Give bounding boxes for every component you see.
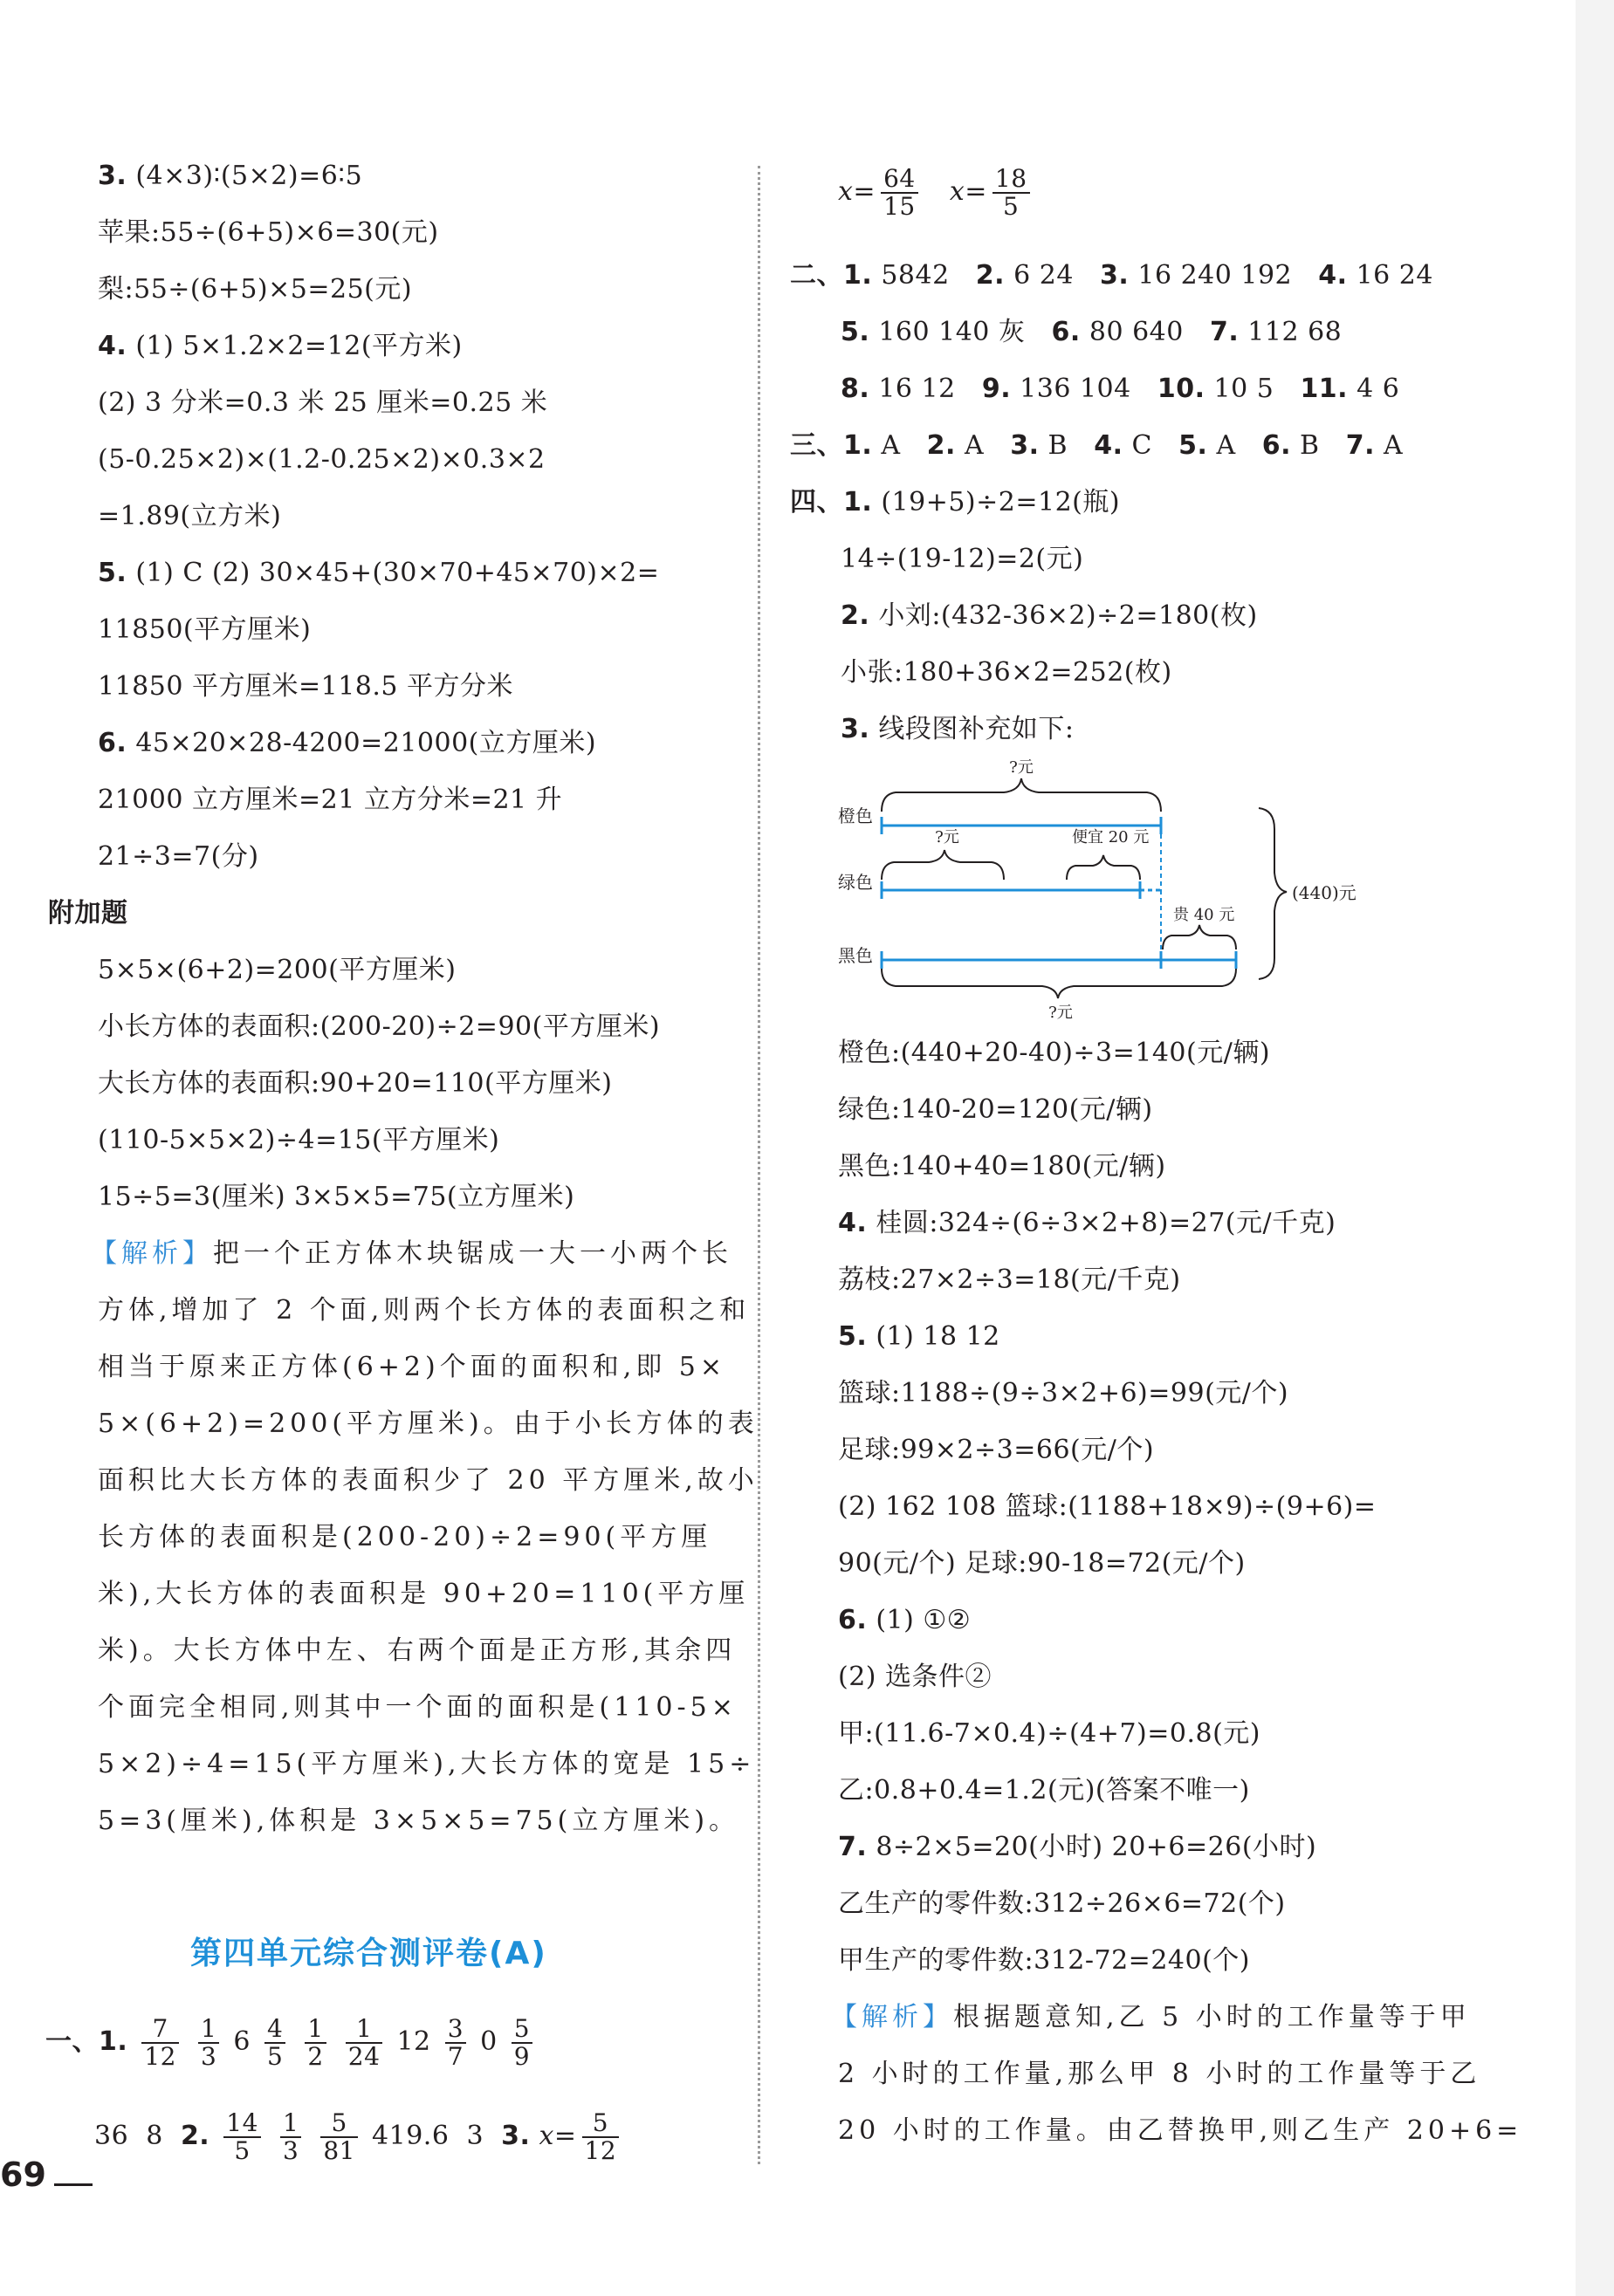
brace-cheaper bbox=[1067, 855, 1140, 880]
analysis-line-9: 个面完全相同,则其中一个面的面积是(110-5× bbox=[98, 1692, 738, 1723]
sec4-q4-line-1: 4. 桂圆:324÷(6÷3×2+8)=27(元/千克) bbox=[838, 1208, 1336, 1238]
extra-line-2: 小长方体的表面积:(200-20)÷2=90(平方厘米) bbox=[98, 1011, 661, 1042]
extra-line-1: 5×5×(6+2)=200(平方厘米) bbox=[98, 955, 457, 985]
fraction: $\frac{1}{2}$ bbox=[305, 2016, 326, 2070]
label-orange-unknown: ?元 bbox=[1009, 758, 1034, 777]
sec4-q5-line-5: 90(元/个) 足球:90-18=72(元/个) bbox=[838, 1548, 1246, 1579]
fraction: $\frac{1}{3}$ bbox=[198, 2016, 219, 2070]
sec3-line: 三、1. A 2. A 3. B 4. C 5. A 6. B 7. A bbox=[790, 430, 1404, 461]
label-more: 贵 40 元 bbox=[1173, 906, 1235, 924]
q6-line-3: 21÷3=7(分) bbox=[98, 841, 259, 872]
q4-line-1: 4. (1) 5×1.2×2=12(平方米) bbox=[98, 331, 463, 361]
label-total: (440)元 bbox=[1292, 882, 1356, 903]
q6-line-2: 21000 立方厘米=21 立方分米=21 升 bbox=[98, 785, 563, 815]
fraction: $\frac{5}{12}$ bbox=[582, 2110, 620, 2164]
x-solutions: x= $\frac{64}{15}$ x= $\frac{18}{5}$ bbox=[838, 157, 1035, 227]
q6-line-1: 6. 45×20×28-4200=21000(立方厘米) bbox=[98, 728, 597, 758]
sec4-q3-line-1: 橙色:(440+20-40)÷3=140(元/辆) bbox=[838, 1038, 1271, 1068]
page-number-rule bbox=[54, 2183, 93, 2186]
extra-question-title: 附加题 bbox=[48, 898, 128, 929]
fraction: $\frac{7}{12}$ bbox=[141, 2016, 179, 2070]
fraction: $\frac{1}{24}$ bbox=[346, 2016, 383, 2070]
label-black-unknown: ?元 bbox=[1048, 1004, 1073, 1022]
unit-title: 第四单元综合测评卷(A) bbox=[190, 1936, 547, 1971]
sec4-q5-line-2: 篮球:1188÷(9÷3×2+6)=99(元/个) bbox=[838, 1378, 1289, 1408]
sec1-line-2: 36 8 2. $\frac{14}{5}$ $\frac{1}{3}$ $\frac{5}{81}$ 419.6 3 3. x= $\frac{5}{12}$ bbox=[94, 2101, 624, 2171]
sec4-q7-line-2: 乙生产的零件数:312÷26×6=72(个) bbox=[838, 1888, 1286, 1919]
fraction: $\frac{64}{15}$ bbox=[881, 166, 918, 220]
sec4-q4-line-2: 荔枝:27×2÷3=18(元/千克) bbox=[838, 1265, 1181, 1295]
fraction: $\frac{5}{81}$ bbox=[320, 2110, 358, 2164]
brace-green bbox=[882, 850, 1004, 880]
brace-black-bottom bbox=[882, 969, 1236, 998]
fraction: $\frac{5}{9}$ bbox=[512, 2016, 532, 2070]
q5-line-2: 11850(平方厘米) bbox=[98, 614, 312, 645]
brace-total bbox=[1259, 808, 1287, 979]
fraction: $\frac{14}{5}$ bbox=[223, 2110, 261, 2164]
label-green-unknown: ?元 bbox=[935, 828, 959, 846]
q5-line-3: 11850 平方厘米=118.5 平方分米 bbox=[98, 671, 514, 702]
q3-line-1: 3. (4×3)∶(5×2)=6∶5 bbox=[98, 161, 363, 191]
label-orange: 橙色 bbox=[838, 805, 873, 826]
analysis-tag: 【解析】 bbox=[91, 1238, 213, 1269]
analysis-line-7: 米),大长方体的表面积是 90+20=110(平方厘 bbox=[98, 1579, 750, 1609]
analysis-line-10: 5×2)÷4=15(平方厘米),大长方体的宽是 15÷ bbox=[98, 1749, 756, 1779]
analysis-line-5: 面积比大长方体的表面积少了 20 平方厘米,故小 bbox=[98, 1465, 759, 1496]
label-green: 绿色 bbox=[838, 872, 873, 893]
sec4-q6-line-2: (2) 选条件② bbox=[838, 1662, 992, 1692]
sec2-line-3: 8. 16 12 9. 136 104 10. 10 5 11. 4 6 bbox=[841, 374, 1400, 404]
sec4-q2-line-1: 2. 小刘:(432-36×2)÷2=180(枚) bbox=[841, 600, 1258, 631]
analysis-line-6: 长方体的表面积是(200-20)÷2=90(平方厘 bbox=[98, 1522, 712, 1552]
column-divider bbox=[758, 166, 760, 2164]
right-analysis-line-2: 2 小时的工作量,那么甲 8 小时的工作量等于乙 bbox=[838, 2059, 1481, 2089]
page-number: 69 bbox=[0, 2155, 46, 2194]
analysis-line-3: 相当于原来正方体(6+2)个面的面积和,即 5× bbox=[98, 1352, 727, 1382]
fraction: $\frac{1}{3}$ bbox=[280, 2110, 301, 2164]
sec4-q6-line-4: 乙:0.8+0.4=1.2(元)(答案不唯一) bbox=[838, 1775, 1250, 1806]
extra-line-3: 大长方体的表面积:90+20=110(平方厘米) bbox=[98, 1068, 613, 1099]
right-analysis-line-1: 【解析】根据题意知,乙 5 小时的工作量等于甲 bbox=[831, 2002, 1471, 2032]
page-edge bbox=[1576, 0, 1614, 2296]
sec4-q3-line-3: 黑色:140+40=180(元/辆) bbox=[838, 1151, 1166, 1182]
q4-line-4: =1.89(立方米) bbox=[98, 501, 282, 531]
sec4-q3-line-2: 绿色:140-20=120(元/辆) bbox=[838, 1094, 1153, 1125]
sec4-q2-line-2: 小张:180+36×2=252(枚) bbox=[841, 657, 1172, 688]
sec2-line-2: 5. 160 140 灰 6. 80 640 7. 112 68 bbox=[841, 317, 1343, 347]
fraction: $\frac{4}{5}$ bbox=[264, 2016, 285, 2070]
sec4-q5-line-4: (2) 162 108 篮球:(1188+18×9)÷(9+6)= bbox=[838, 1491, 1377, 1522]
q3-line-2: 苹果:55÷(6+5)×6=30(元) bbox=[98, 217, 439, 248]
brace-orange-top bbox=[882, 778, 1161, 812]
q3-line-3: 梨:55÷(6+5)×5=25(元) bbox=[98, 274, 413, 305]
sec4-q3-intro: 3. 线段图补充如下: bbox=[841, 714, 1075, 744]
sec4-q5-line-1: 5. (1) 18 12 bbox=[838, 1321, 1000, 1352]
fraction: $\frac{18}{5}$ bbox=[992, 166, 1030, 220]
analysis-line-1: 【解析】把一个正方体木块锯成一大一小两个长 bbox=[91, 1238, 732, 1269]
right-analysis-line-3: 20 小时的工作量。由乙替换甲,则乙生产 20+6= bbox=[838, 2115, 1523, 2146]
sec4-q7-line-3: 甲生产的零件数:312-72=240(个) bbox=[838, 1945, 1250, 1976]
sec4-q6-line-3: 甲:(11.6-7×0.4)÷(4+7)=0.8(元) bbox=[838, 1718, 1260, 1749]
sec4-q1-line-1: 四、1. (19+5)÷2=12(瓶) bbox=[790, 487, 1121, 517]
analysis-line-2: 方体,增加了 2 个面,则两个长方体的表面积之和 bbox=[98, 1295, 751, 1326]
brace-more bbox=[1163, 925, 1236, 949]
sec1-line-1: 一、1. $\frac{7}{12}$ $\frac{1}{3}$ 6 $\frac{4}{5}$ $\frac{1}{2}$ $\frac{1}{24}$ 12 $\frac{3}{7}$ 0 $\frac{5}{9}$ bbox=[45, 2007, 538, 2077]
fraction: $\frac{3}{7}$ bbox=[445, 2016, 466, 2070]
analysis-line-11: 5=3(厘米),体积是 3×5×5=75(立方厘米)。 bbox=[98, 1806, 740, 1836]
sec4-q6-line-1: 6. (1) ①② bbox=[838, 1605, 972, 1635]
sec4-q1-line-2: 14÷(19-12)=2(元) bbox=[841, 544, 1084, 574]
sec4-q5-line-3: 足球:99×2÷3=66(元/个) bbox=[838, 1435, 1155, 1465]
label-cheaper: 便宜 20 元 bbox=[1072, 828, 1150, 846]
extra-line-5: 15÷5=3(厘米) 3×5×5=75(立方厘米) bbox=[98, 1182, 575, 1212]
analysis-tag: 【解析】 bbox=[831, 2002, 953, 2032]
extra-line-4: (110-5×5×2)÷4=15(平方厘米) bbox=[98, 1125, 500, 1155]
analysis-line-4: 5×(6+2)=200(平方厘米)。由于小长方体的表 bbox=[98, 1408, 759, 1439]
analysis-line-8: 米)。大长方体中左、右两个面是正方形,其余四 bbox=[98, 1635, 737, 1666]
label-black: 黑色 bbox=[838, 945, 873, 966]
q4-line-3: (5-0.25×2)×(1.2-0.25×2)×0.3×2 bbox=[98, 444, 546, 475]
line-segment-diagram bbox=[838, 758, 1356, 1022]
q5-line-1: 5. (1) C (2) 30×45+(30×70+45×70)×2= bbox=[98, 558, 660, 588]
sec2-line-1: 二、1. 5842 2. 6 24 3. 16 240 192 4. 16 24 bbox=[790, 260, 1433, 291]
q4-line-2: (2) 3 分米=0.3 米 25 厘米=0.25 米 bbox=[98, 387, 548, 418]
sec4-q7-line-1: 7. 8÷2×5=20(小时) 20+6=26(小时) bbox=[838, 1832, 1317, 1862]
